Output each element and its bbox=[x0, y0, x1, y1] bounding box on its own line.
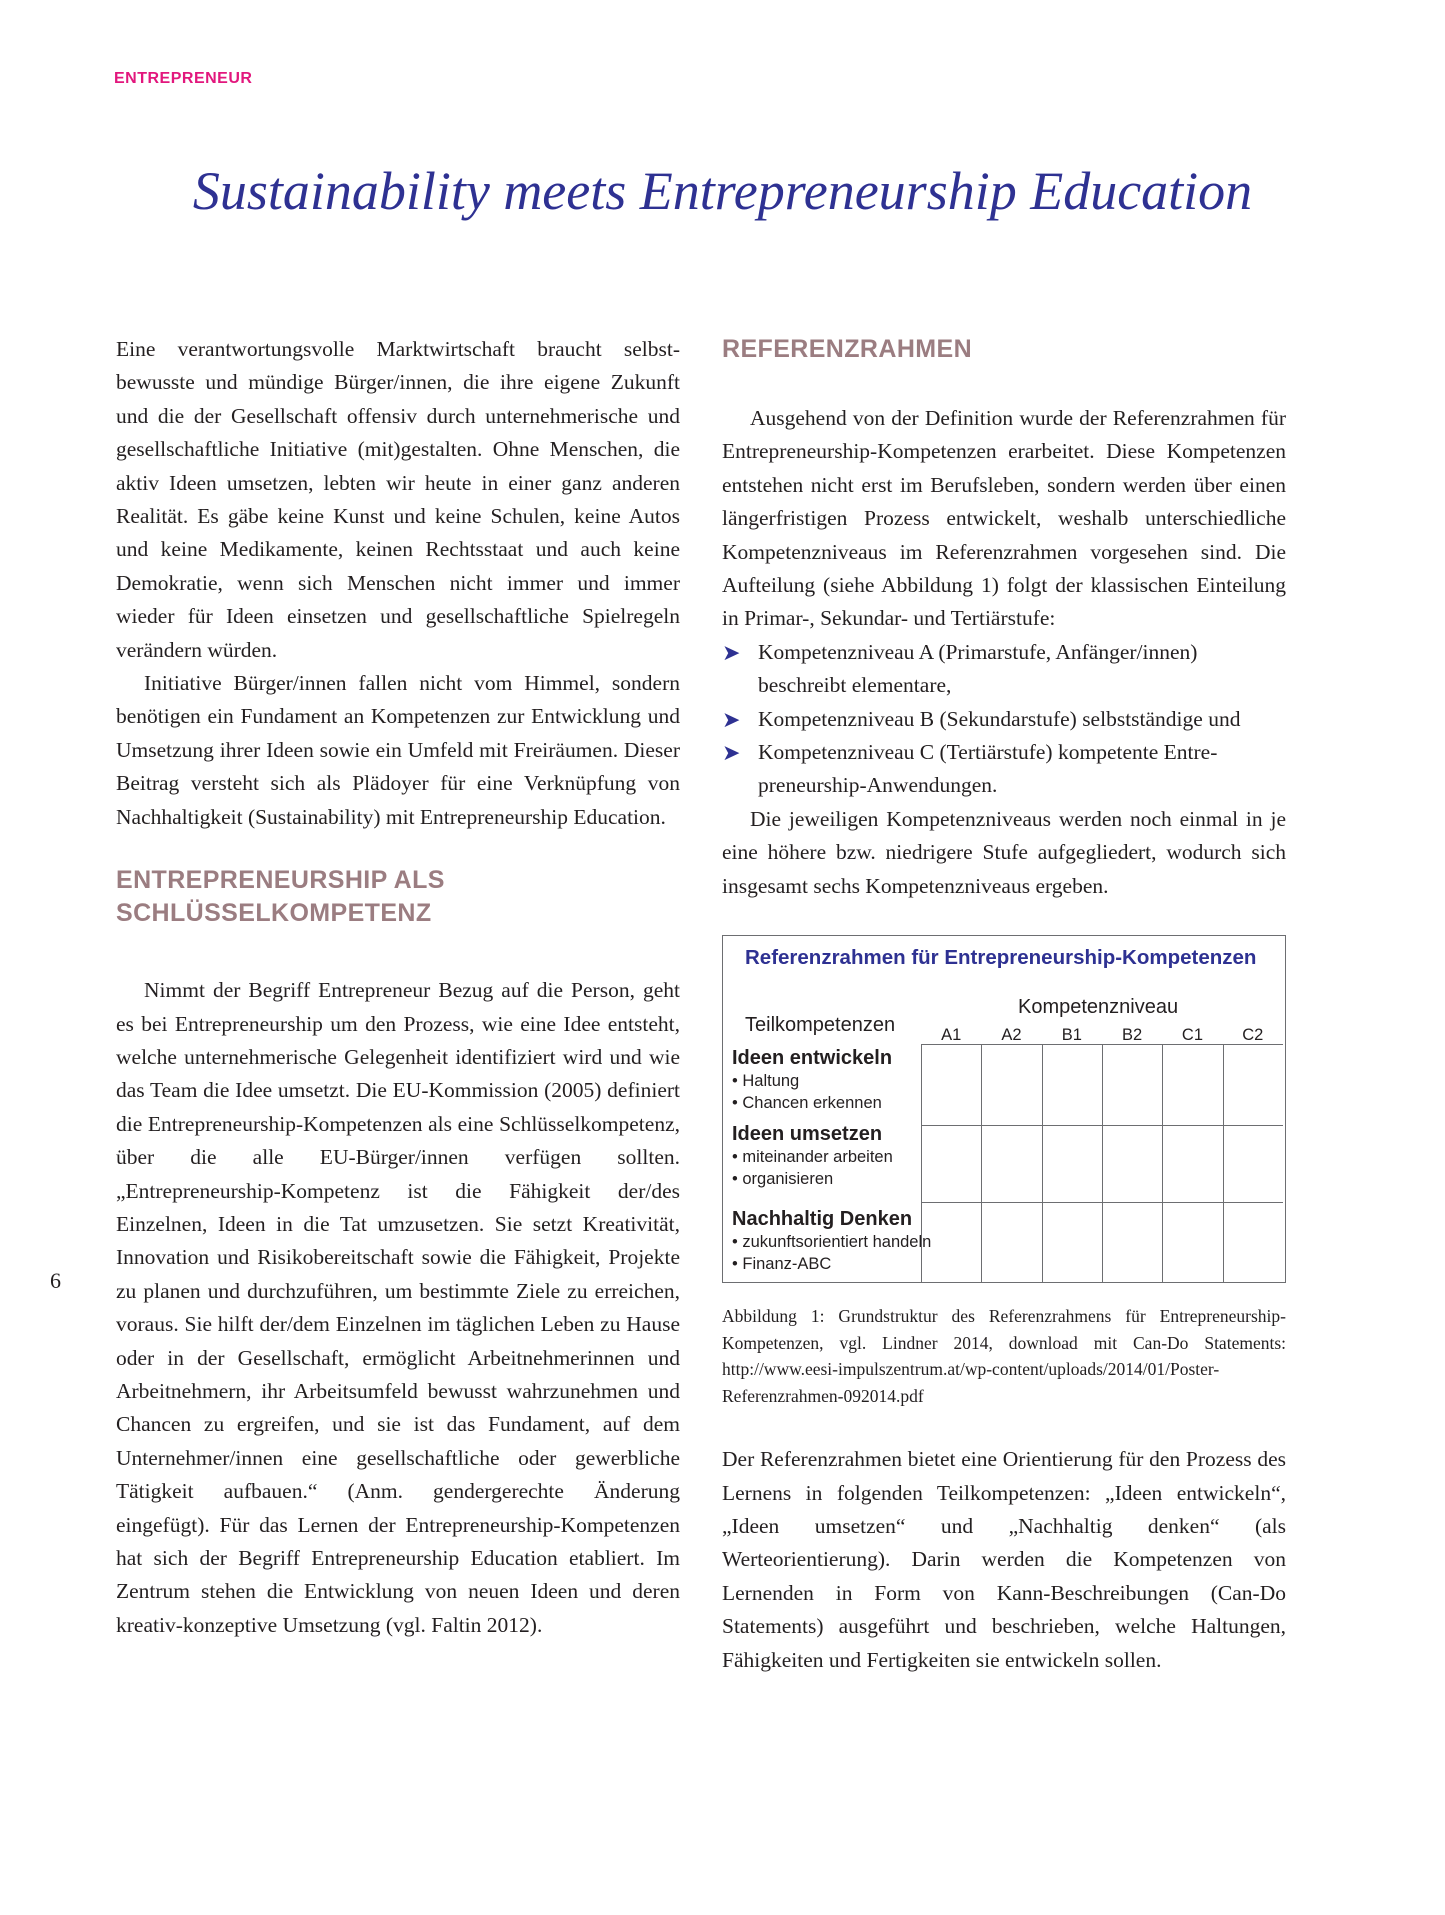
arrow-bullet-icon: ➤ bbox=[722, 706, 741, 732]
grid-line bbox=[921, 1202, 1283, 1203]
level-grid bbox=[921, 1044, 1283, 1283]
level-header: C1 bbox=[1181, 1026, 1204, 1045]
teilkompetenz-item: • miteinander arbeiten bbox=[732, 1148, 893, 1167]
level-header: A2 bbox=[1001, 1026, 1022, 1045]
figure-referenzrahmen bbox=[722, 935, 1286, 1283]
teilkompetenz-item: • Chancen erkennen bbox=[732, 1094, 882, 1113]
list-item bbox=[722, 736, 1286, 803]
grid-line bbox=[981, 1045, 982, 1283]
level-header: B1 bbox=[1061, 1026, 1082, 1045]
list-item-text: Kompetenzniveau B (Sekundarstufe) selbstständige und bbox=[758, 706, 1241, 731]
paragraph: Ausgehend von der Definition wurde der Referenzrahmen für Entrepreneurship-Kompetenzen erarbeitet. Diese Kompetenzen entstehen nicht erst im Berufsleben, sondern werden über einen längerfristigen Prozess entwickelt, weshalb unterschiedliche Kompetenzniveaus im Referenzrahmen vorgesehen sind. Die Aufteilung (siehe Abbildung 1) folgt der klassischen Einteilung in Primar-, Sekundar- und Tertiärstufe: bbox=[722, 406, 1286, 631]
section-heading-line: SCHLÜSSELKOMPETENZ bbox=[116, 899, 432, 928]
list-item bbox=[722, 636, 1286, 703]
teilkompetenz-row bbox=[732, 1207, 931, 1275]
grid-line bbox=[1042, 1045, 1043, 1283]
page-number: 6 bbox=[50, 1268, 61, 1293]
level-header-row bbox=[921, 1026, 1283, 1046]
teilkompetenz-heading: Nachhaltig Denken bbox=[732, 1208, 913, 1231]
level-header: C2 bbox=[1242, 1026, 1264, 1045]
bullet-list bbox=[722, 636, 1286, 803]
arrow-bullet-icon: ➤ bbox=[722, 740, 741, 766]
left-column bbox=[116, 333, 680, 1642]
paragraph: Die jeweiligen Kompetenzniveaus werden noch einmal in je eine höhere bzw. niedrigere Stufe aufgegliedert, wodurch sich insgesamt sechs Kompetenzniveaus ergeben. bbox=[722, 806, 1286, 898]
list-item-text: Kompetenzniveau A (Primarstufe, Anfänger/innen) beschreibt elementare, bbox=[758, 639, 1198, 698]
teilkompetenz-heading: Ideen umsetzen bbox=[732, 1123, 883, 1146]
section-heading bbox=[116, 864, 680, 930]
right-column bbox=[722, 333, 1286, 1677]
grid-line bbox=[1102, 1045, 1103, 1283]
arrow-bullet-icon: ➤ bbox=[722, 639, 741, 665]
paragraph: Initiative Bürger/innen fallen nicht vom Himmel, sondern benötigen ein Fundament an Kompetenzen zur Entwicklung und Umsetzung ihrer Ideen sowie ein Umfeld mit Freiräumen. Dieser Beitrag versteht sich als Plädoyer für eine Verknüpfung von Nachhaltigkeit (Sustainability) mit Entrepreneurship Education. bbox=[116, 671, 680, 829]
paragraph: Der Referenzrahmen bietet eine Orientierung für den Prozess des Lernens in folgenden Teilkompetenzen: „Ideen entwickeln“, „Ideen umsetzen“ und „Nachhaltig denken“ (als Werteorientierung). Darin werden die Kompetenzen von Lernenden in Form von Kann-Beschreibungen (Can-Do Statements) ausgeführt und beschrieben, welche Haltungen, Fähigkeiten und Fertigkeiten sie entwickeln sollen. bbox=[722, 1447, 1286, 1672]
grid-line bbox=[1223, 1045, 1224, 1283]
figure-title: Referenzrahmen für Entrepreneurship-Kompetenzen bbox=[745, 946, 1257, 970]
section-kicker: ENTREPRENEUR bbox=[114, 70, 253, 87]
teilkompetenz-item: • zukunftsorientiert handeln bbox=[732, 1233, 932, 1252]
grid-line bbox=[1162, 1045, 1163, 1283]
teilkompetenz-row bbox=[732, 1046, 892, 1114]
teilkompetenz-item: • Haltung bbox=[732, 1072, 800, 1091]
paragraph: Eine verantwortungsvolle Marktwirtschaft braucht selbstbewusste und mündige Bürger/innen, die ihre eigene Zukunft und die der Gesellschaft offensiv durch unternehmerische und gesellschaftliche Initiative (mit)gestalten. Ohne Menschen, die aktiv Ideen umsetzen, lebten wir heute in einer ganz anderen Realität. Es gäbe keine Kunst und keine Schulen, keine Autos und keine Medikamente, keinen Rechtsstaat und auch keine Demokratie, wenn sich Menschen nicht immer und immer wieder für Ideen einsetzen und gesellschaftliche Spielregeln verändern würden. bbox=[116, 337, 680, 662]
teilkompetenz-item: • organisieren bbox=[732, 1170, 834, 1189]
teilkompetenz-row bbox=[732, 1122, 893, 1190]
section-heading: REFERENZRAHMEN bbox=[722, 335, 973, 363]
grid-line bbox=[921, 1125, 1283, 1126]
teilkompetenz-item: • Finanz-ABC bbox=[732, 1255, 832, 1274]
list-item-text: Kompetenzniveau C (Tertiärstufe) kompetente Entrepreneurship-Anwendungen. bbox=[758, 740, 1218, 798]
row-group-label: Teilkompetenzen bbox=[745, 1014, 896, 1037]
column-group-label: Kompetenzniveau bbox=[1018, 996, 1179, 1019]
list-item bbox=[722, 703, 1286, 736]
page-title: Sustainability meets Entrepreneurship Education bbox=[192, 161, 1253, 221]
paragraph: Nimmt der Begriff Entrepreneur Bezug auf die Person, geht es bei Entrepreneurship um den Prozess, wie eine Idee entsteht, welche unternehmerische Gelegenheit identifiziert wird und wie das Team die Idee umsetzt. Die EU-Kommission (2005) definiert die Entrepreneurship-Kompetenzen als eine Schlüsselkompetenz, über die alle EU-Bürger/innen verfügen sollten. „Entrepreneurship-Kompetenz ist die Fähigkeit der/des Einzelnen, Ideen in die Tat umzusetzen. Sie setzt Kreativität, Innovation und Risikobereitschaft sowie die Fähigkeit, Projekte zu planen und durchzuführen, um bestimmte Ziele zu erreichen, voraus. Sie hilft der/dem Einzelnen im täglichen Leben zu Hause oder in der Gesellschaft, ermöglicht Arbeitnehmerinnen und Arbeitnehmern, ihr Arbeitsumfeld bewusst wahrzunehmen und Chancen zu ergreifen, und sie ist das Fundament, auf dem Unternehmer/innen eine gesellschaftliche oder gewerbliche Tätigkeit aufbauen.“ (Anm. gendergerechte Änderung eingefügt). Für das Lernen der Entrepreneurship-Kompetenzen hat sich der Begriff Entrepreneurship Education etabliert. Im Zentrum stehen die Entwicklung von neuen Ideen und deren kreativ-konzeptive Umsetzung (vgl. Faltin 2012). bbox=[116, 978, 680, 1637]
figure-caption: Abbildung 1: Grundstruktur des Referenzrahmens für Entrepreneurship-Kompetenzen, vgl. Lindner 2014, download mit Can-Do Statements: http://www.eesi-impulszentrum.at/wp-content/uploads/2014/01/Poster-Referenzrahmen-092014.pdf bbox=[722, 1306, 1286, 1406]
teilkompetenz-heading: Ideen entwickeln bbox=[732, 1047, 893, 1070]
level-header: A1 bbox=[941, 1026, 962, 1045]
level-header: B2 bbox=[1122, 1026, 1143, 1045]
section-heading-line: ENTREPRENEURSHIP ALS bbox=[116, 866, 445, 895]
